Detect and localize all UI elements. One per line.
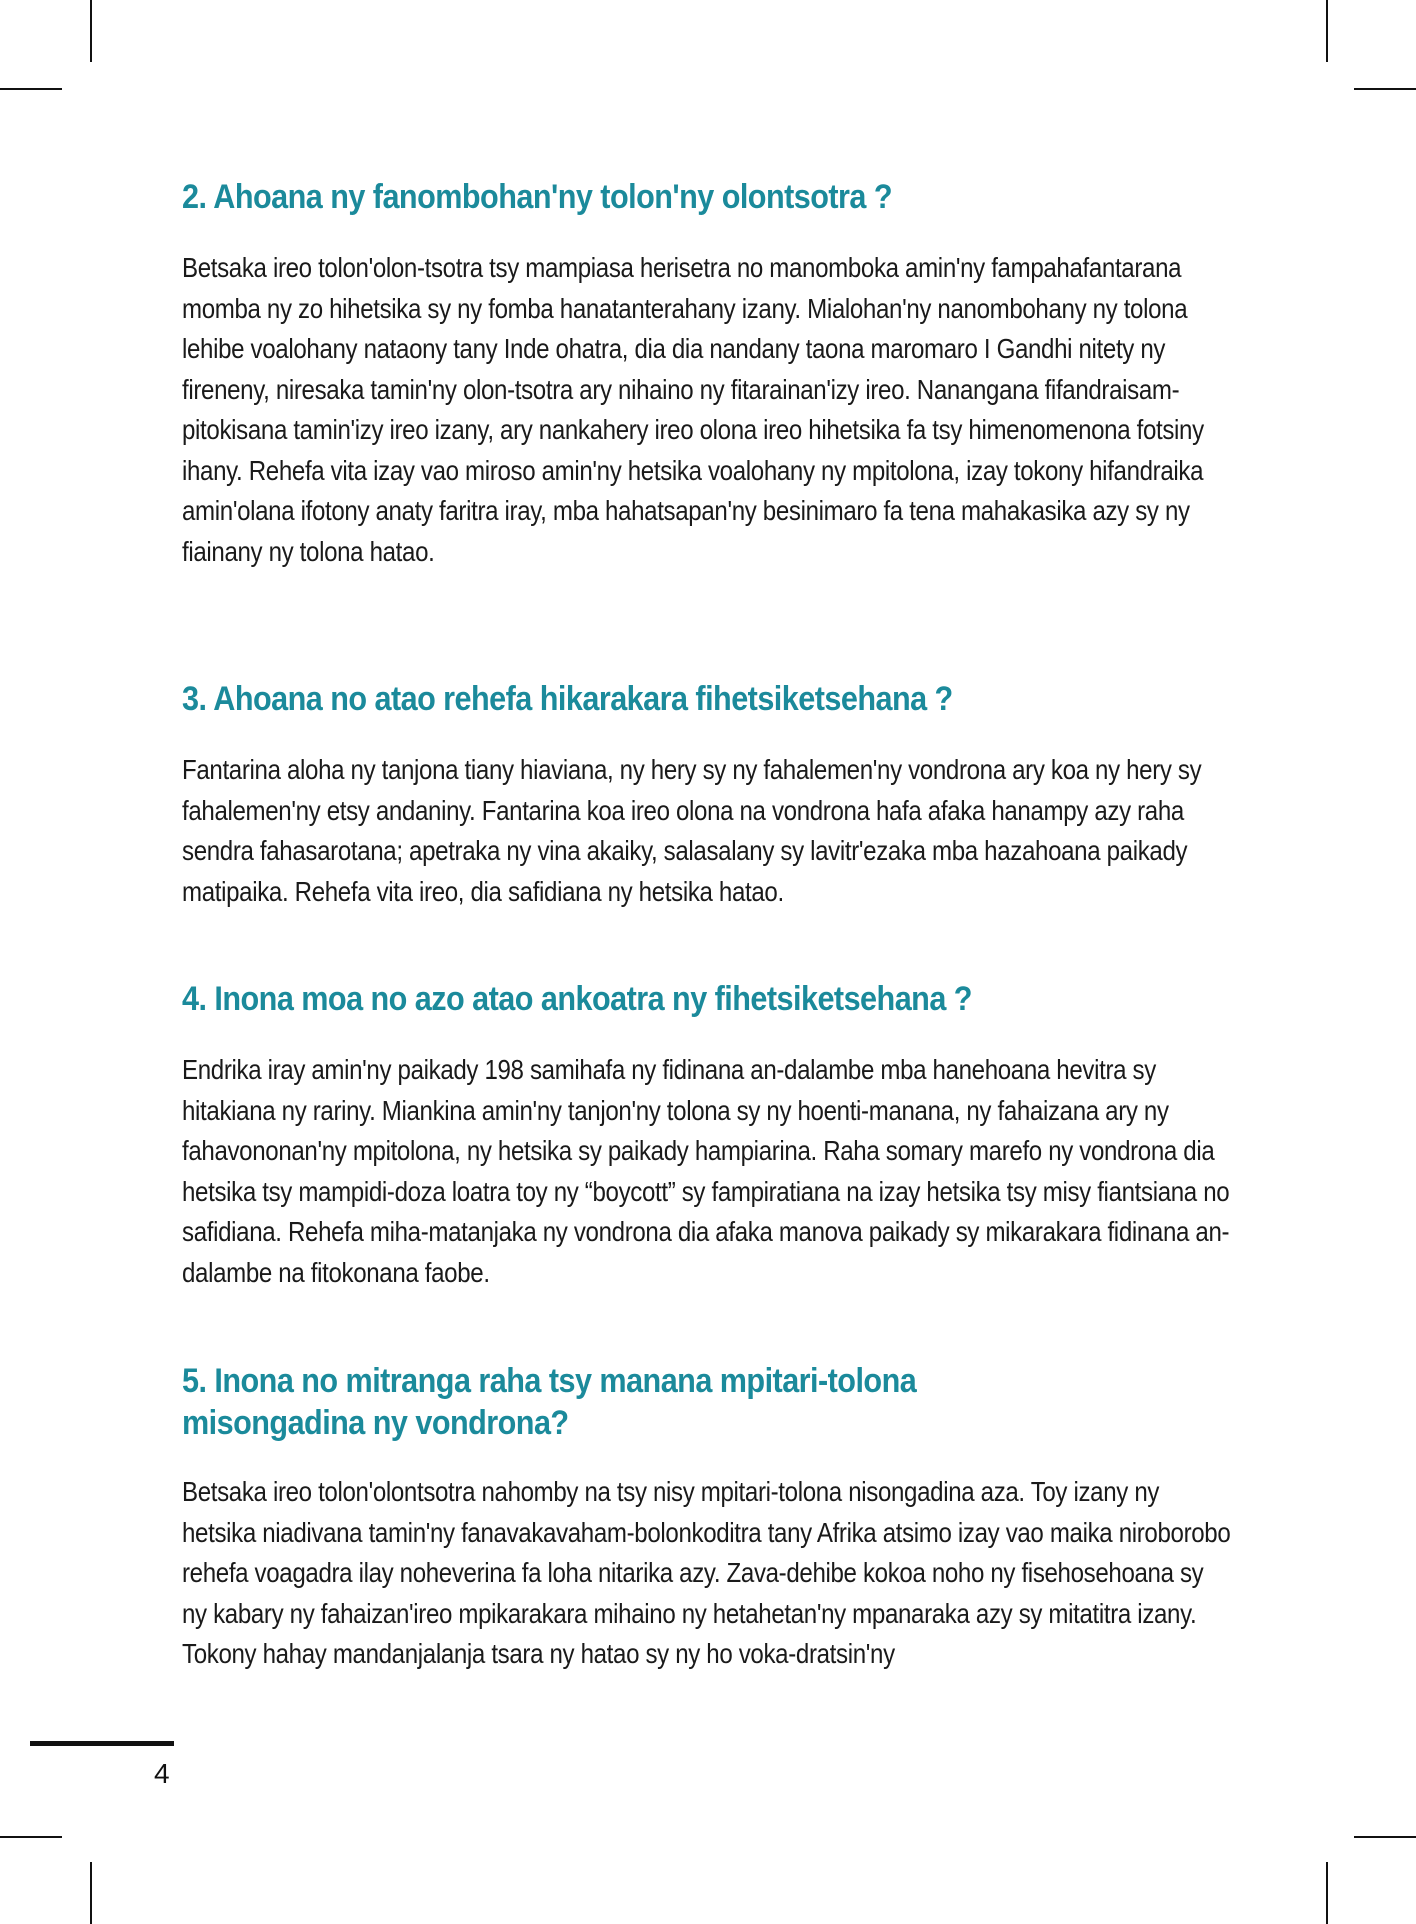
section-heading: 2. Ahoana ny fanombohan'ny tolon'ny olontsotra ? <box>182 178 893 216</box>
crop-mark <box>1354 88 1416 90</box>
section-heading: 3. Ahoana no atao rehefa hikarakara fihetsiketsehana ? <box>182 680 953 718</box>
section-4 <box>182 978 1232 1293</box>
section-text: Betsaka ireo tolon'olontsotra nahomby na tsy nisy mpitari-tolona nisongadina aza. Toy izany ny hetsika niadivana tamin'ny fanavakavaham-bolonkoditra tany Afrika atsimo izay vao maika niroborobo rehefa voagadra ilay noheverina fa loha nitarika azy. Zava-dehibe kokoa noho ny fisehosehoana sy ny kabary ny fahaizan'ireo mpikarakara mihaino ny hetahetan'ny mpanaraka azy sy mitatitra izany. Tokony hahay mandanjalanja tsara ny hatao sy ny ho voka-dratsin'ny <box>182 1476 1231 1669</box>
section-3 <box>182 678 1232 912</box>
crop-mark <box>0 1836 62 1838</box>
section-heading: 4. Inona moa no azo atao ankoatra ny fihetsiketsehana ? <box>182 980 972 1018</box>
page-number: 4 <box>154 1758 170 1789</box>
crop-mark <box>1354 1836 1416 1838</box>
section-text: Fantarina aloha ny tanjona tiany hiaviana, ny hery sy ny fahalemen'ny vondrona ary koa ny hery sy fahalemen'ny etsy andaniny. Fantarina koa ireo olona na vondrona hafa afaka hanampy azy raha sendra fahasarotana; apetraka ny vina akaiky, salasalany sy lavitr'ezaka mba hazahoana paikady matipaika. Rehefa vita ireo, dia safidiana ny hetsika hatao. <box>182 754 1202 907</box>
section-text: Endrika iray amin'ny paikady 198 samihafa ny fidinana an-dalambe mba hanehoana hevitra sy hitakiana ny rariny. Miankina amin'ny tanjon'ny tolona sy ny hoenti-manana, ny fahaizana ary ny fahavononan'ny mpitolona, ny hetsika sy paikady hampiarina. Raha somary marefo ny vondrona dia hetsika tsy mampidi-doza loatra toy ny “boycott” sy fampiratiana na izay hetsika tsy misy fiantsiana no safidiana. Rehefa miha-matanjaka ny vondrona dia afaka manova paikady sy mikarakara fidinana an-dalambe na fitokonana faobe. <box>182 1054 1230 1288</box>
crop-mark <box>90 0 92 62</box>
crop-mark <box>1326 1862 1328 1924</box>
crop-mark <box>90 1862 92 1924</box>
section-2 <box>182 176 1232 572</box>
section-text: Betsaka ireo tolon'olon-tsotra tsy mampiasa herisetra no manomboka amin'ny fampahafantarana momba ny zo hihetsika sy ny fomba hanatanterahany izany. Mialohan'ny nanombohany ny tolona lehibe voalohany nataony tany Inde ohatra, dia dia nandany taona maromaro I Gandhi nitety ny fireneny, niresaka tamin'ny olon-tsotra ary nihaino ny fitarainan'izy ireo. Nanangana fifandraisam-pitokisana tamin'izy ireo izany, ary nankahery ireo olona ireo hihetsika fa tsy himenomenona fotsiny ihany. Rehefa vita izay vao miroso amin'ny hetsika voalohany ny mpitolona, izay tokony hifandraika amin'olana ifotony anaty faritra iray, mba hahatsapan'ny besinimaro fa tena mahakasika azy sy ny fiainany ny tolona hatao. <box>182 252 1204 567</box>
section-5 <box>182 1360 1232 1675</box>
crop-mark <box>0 88 62 90</box>
footer-rule <box>30 1741 174 1746</box>
crop-mark <box>1326 0 1328 62</box>
section-heading: 5. Inona no mitranga raha tsy manana mpitari-tolona misongadina ny vondrona? <box>182 1362 917 1442</box>
